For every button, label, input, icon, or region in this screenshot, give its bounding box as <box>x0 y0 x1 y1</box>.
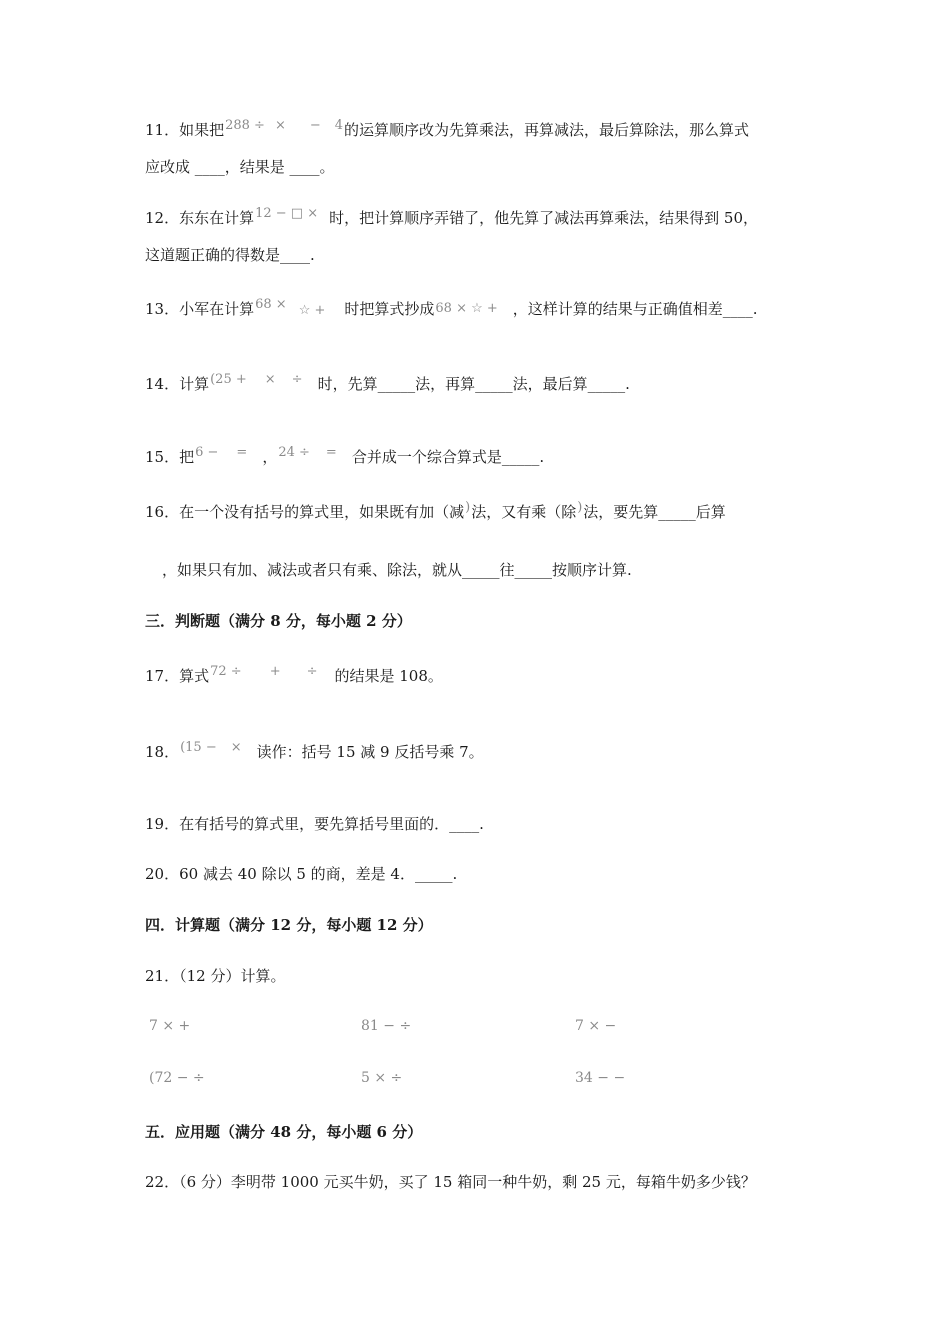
question-18 <box>145 742 484 764</box>
question-11 <box>145 120 749 142</box>
section-heading-judgment: 三．判断题（满分 8 分，每小题 2 分） <box>145 612 412 630</box>
question-number: 14． <box>145 375 180 393</box>
question-text: （12 分）计算。 <box>179 967 286 985</box>
question-number: 11． <box>145 121 180 139</box>
section-heading-calculation: 四．计算题（满分 12 分，每小题 12 分） <box>145 916 433 934</box>
question-number: 15． <box>145 448 180 466</box>
question-21 <box>145 966 285 986</box>
calc-expression: 34 − − <box>575 1070 626 1086</box>
question-number: 12． <box>145 209 180 227</box>
question-12 <box>145 208 758 230</box>
question-text: ， <box>262 448 278 466</box>
math-fragment: ÷ <box>306 664 318 679</box>
question-text: 合并成一个综合算式是_____. <box>351 448 545 466</box>
question-12-line-2 <box>145 245 315 265</box>
math-fragment: (25 + <box>210 372 247 387</box>
question-16 <box>145 502 726 524</box>
question-number: 13． <box>145 300 180 318</box>
question-16-line-2 <box>162 560 632 580</box>
question-text: 的结果是 108。 <box>334 667 443 685</box>
question-text: 计算 <box>179 375 210 393</box>
question-number: 21． <box>145 967 180 985</box>
question-14 <box>145 374 630 396</box>
math-fragment: = <box>236 445 248 460</box>
section-heading-application: 五．应用题（满分 48 分，每小题 6 分） <box>145 1123 423 1141</box>
question-number: 19． <box>145 815 180 833</box>
question-text: （6 分）李明带 1000 元买牛奶，买了 15 箱同一种牛奶，剩 25 元，每箱牛奶多少钱？ <box>179 1173 756 1191</box>
question-number: 22． <box>145 1173 180 1191</box>
math-fragment: 68 × ☆ + <box>435 301 498 316</box>
question-text: ，如果只有加、减法或者只有乘、除法，就从_____往_____按顺序计算. <box>162 561 632 579</box>
question-19 <box>145 814 484 834</box>
math-fragment: 12 − □ × <box>255 206 319 221</box>
question-number: 16． <box>145 503 180 521</box>
math-fragment: = <box>325 445 337 460</box>
question-text: 在有括号的算式里，要先算括号里面的．____. <box>179 815 484 833</box>
question-text: 在一个没有括号的算式里，如果既有加（减 <box>179 503 465 521</box>
calc-expression: 81 − ÷ <box>361 1018 412 1034</box>
math-fragment: 4 <box>334 118 344 133</box>
question-13 <box>145 299 758 321</box>
math-fragment: × <box>230 740 242 755</box>
math-fragment: 6 − <box>195 445 219 460</box>
question-text: 读作：括号 15 减 9 反括号乘 7。 <box>256 743 484 761</box>
calc-expression: (72 − ÷ <box>149 1070 205 1086</box>
question-text: 法，又有乘（除 <box>471 503 577 521</box>
calc-expression: 7 × − <box>575 1018 617 1034</box>
question-15 <box>145 447 544 469</box>
question-20 <box>145 864 457 884</box>
question-text: 小军在计算 <box>179 300 255 318</box>
math-fragment: × <box>274 118 286 133</box>
question-text: 的运算顺序改为先算乘法，再算减法，最后算除法，那么算式 <box>344 121 750 139</box>
question-text: 算式 <box>179 667 210 685</box>
question-text: 应改成 ____，结果是 ____。 <box>145 158 335 176</box>
question-text: 如果把 <box>179 121 225 139</box>
math-fragment: 68 × <box>255 297 287 312</box>
question-text: 60 减去 40 除以 5 的商，差是 4．_____. <box>179 865 458 883</box>
math-fragment: (15 − <box>180 740 217 755</box>
math-fragment: 24 ÷ <box>278 445 310 460</box>
math-fragment: × <box>264 372 276 387</box>
question-number: 18． <box>145 743 180 761</box>
math-fragment: ) <box>577 500 583 515</box>
question-text: 时，先算_____法，再算_____法，最后算_____. <box>317 375 630 393</box>
question-text: 这道题正确的得数是____. <box>145 246 315 264</box>
math-fragment: ☆ + <box>298 303 326 318</box>
calc-expression: 5 × ÷ <box>361 1070 403 1086</box>
question-number: 20． <box>145 865 180 883</box>
question-number: 17． <box>145 667 180 685</box>
question-text: 时，把计算顺序弄错了，他先算了减法再算乘法，结果得到 50， <box>329 209 758 227</box>
math-fragment: 72 ÷ <box>210 664 242 679</box>
question-text: 东东在计算 <box>179 209 255 227</box>
question-text: ，这样计算的结果与正确值相差____. <box>512 300 758 318</box>
math-fragment: − <box>309 118 321 133</box>
math-fragment: 288 ÷ <box>225 118 265 133</box>
question-text: 时把算式抄成 <box>344 300 435 318</box>
question-11-line-2 <box>145 157 335 177</box>
question-22 <box>145 1172 756 1192</box>
calc-expression: 7 × + <box>149 1018 191 1034</box>
question-text: 把 <box>179 448 195 466</box>
question-text: 法，要先算_____后算 <box>583 503 726 521</box>
math-fragment: + <box>269 664 281 679</box>
question-17 <box>145 666 443 688</box>
math-fragment: ) <box>465 500 471 515</box>
math-fragment: ÷ <box>291 372 303 387</box>
